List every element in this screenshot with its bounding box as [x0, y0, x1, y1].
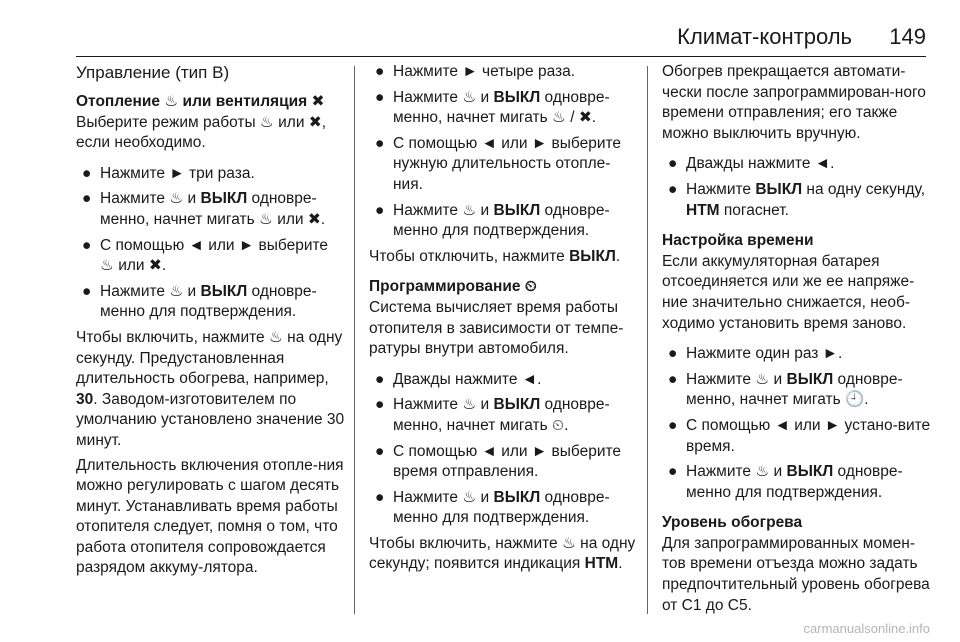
bullet-icon: ● — [668, 463, 678, 481]
list-item: ● Нажмите ВЫКЛ на одну секунду, НТМ погаснет. — [668, 180, 925, 219]
bullet-icon: ● — [375, 442, 385, 460]
list-item: ● С помощью ◄ или ► выберите время отправления. — [375, 442, 622, 481]
duration-paragraph: Длительность включения отопле-ния можно регулировать с шагом десять минут. Устанавливать время работы отопителя следует, помня о том, что работа отопителя сопровождается разрядом аккуму-лятора. — [76, 456, 344, 577]
list-item: ● Нажмите ♨ и ВЫКЛ одновре-менно, начнет мигать ⏲. — [375, 396, 610, 434]
list-item: ● Нажмите ♨ и ВЫКЛ одновре-менно, начнет мигать 🕘. — [668, 370, 903, 409]
programming-steps — [369, 370, 637, 529]
watermark: carmanualsonline.info — [803, 621, 930, 636]
bullet-icon: ● — [375, 88, 385, 106]
off-label: ВЫКЛ — [200, 190, 248, 208]
switch-on-programmed: Чтобы включить, нажмите ♨ на одну секунду; появится индикация НТМ. — [369, 534, 636, 573]
off-label: ВЫКЛ — [493, 488, 541, 506]
list-item: ● Нажмите ♨ и ВЫКЛ одновре-менно для подтверждения. — [668, 463, 903, 501]
mode-steps — [76, 164, 346, 323]
page-number: 149 — [889, 24, 926, 49]
column-3 — [662, 62, 934, 620]
list-item: ● Дважды нажмите ◄. — [662, 154, 934, 175]
off-label: ВЫКЛ — [493, 88, 541, 106]
bullet-icon: ● — [82, 164, 92, 182]
list-item: ● Нажмите ♨ и ВЫКЛ одновре-менно для подтверждения. — [82, 282, 317, 321]
list-item: ● Нажмите ► три раза. — [76, 164, 346, 185]
list-item: ● С помощью ◄ или ► выберите нужную длительность отопле-ния. — [375, 134, 622, 193]
bullet-icon: ● — [82, 236, 92, 254]
heating-level-text: Для запрограммированных момен-тов времени отъезда можно задать предпочтительный уровень обогрева от C1 до C5. — [662, 534, 930, 614]
bullet-icon: ● — [375, 63, 385, 80]
off-label: ВЫКЛ — [755, 180, 803, 198]
bullet-icon: ● — [668, 180, 678, 198]
htm-label: НТМ — [686, 201, 720, 219]
page-header — [0, 0, 960, 58]
column-1 — [76, 62, 346, 583]
off-label: ВЫКЛ — [786, 370, 834, 388]
section-title: Управление (тип B) — [76, 63, 230, 82]
off-label: ВЫКЛ — [786, 463, 834, 481]
bullet-icon: ● — [82, 282, 92, 300]
list-item: ● Нажмите ♨ и ВЫКЛ одновре-менно для подтверждения. — [375, 488, 610, 527]
time-setting-text: Если аккумуляторная батарея отсоединяется или же ее напряже-ние значительно снижается, необ-ходимо установить время заново. — [662, 252, 915, 332]
bullet-icon: ● — [668, 416, 678, 434]
bullet-icon: ● — [375, 201, 385, 219]
bullet-icon: ● — [668, 345, 678, 363]
column-divider-2 — [647, 66, 648, 614]
time-setting-steps — [662, 344, 934, 503]
list-item: ● С помощью ◄ или ► выберите ♨ или ✖. — [82, 236, 329, 275]
off-label: ВЫКЛ — [493, 396, 541, 414]
off-label: ВЫКЛ — [569, 247, 616, 265]
list-item: ● Нажмите ♨ и ВЫКЛ одновре-менно для подтверждения. — [375, 201, 610, 240]
list-item: ● Нажмите один раз ►. — [662, 344, 934, 365]
list-item: ● Нажмите ♨ и ВЫКЛ одновре-менно, начнет мигать ♨ / ✖. — [375, 88, 610, 127]
list-item: ● С помощью ◄ или ► устано-вите время. — [668, 416, 931, 455]
manual-stop-steps — [662, 154, 934, 221]
auto-stop-paragraph: Обогрев прекращается автомати-чески после запрограммирован-ного времени отправления; его также можно выключить вручную. — [662, 63, 926, 142]
list-item: ● Нажмите ♨ и ВЫКЛ одновре-менно, начнет мигать ♨ или ✖. — [82, 190, 326, 228]
heating-level-heading: Уровень обогрева — [662, 514, 803, 532]
bullet-icon: ● — [668, 155, 678, 173]
column-divider-1 — [354, 66, 355, 614]
htm-label: НТМ — [584, 555, 619, 573]
off-label: ВЫКЛ — [493, 201, 541, 219]
bullet-icon: ● — [82, 190, 92, 208]
column-2 — [369, 62, 637, 579]
bullet-icon: ● — [375, 134, 385, 152]
off-label: ВЫКЛ — [200, 282, 248, 300]
programming-text: Система вычисляет время работы отопителя в зависимости от темпе-ратуры внутри автомобиля. — [369, 298, 624, 358]
chapter-title: Климат-контроль — [677, 24, 852, 49]
mode-intro: Выберите режим работы ♨ или ✖, если необходимо. — [76, 113, 327, 152]
switch-on-paragraph: Чтобы включить, нажмите ♨ на одну секунду. Предустановленная длительность обогрева, например, 30. Заводом-изготовителем по умолчанию установлено значение 30 минут. — [76, 328, 345, 449]
time-setting-heading: Настройка времени — [662, 232, 814, 250]
header-divider — [76, 56, 926, 57]
duration-steps — [369, 62, 637, 242]
bullet-icon: ● — [375, 488, 385, 506]
heating-ventilation-heading: Отопление ♨ или вентиляция ✖ — [76, 93, 325, 110]
list-item: ● Нажмите ► четыре раза. — [369, 62, 637, 83]
bullet-icon: ● — [375, 396, 385, 414]
list-item: ● Дважды нажмите ◄. — [369, 370, 637, 391]
bullet-icon: ● — [375, 370, 385, 388]
switch-off-paragraph: Чтобы отключить, нажмите ВЫКЛ. — [369, 247, 621, 265]
programming-heading: Программирование ⏲ — [369, 278, 537, 296]
default-duration: 30 — [76, 390, 94, 408]
bullet-icon: ● — [668, 370, 678, 388]
